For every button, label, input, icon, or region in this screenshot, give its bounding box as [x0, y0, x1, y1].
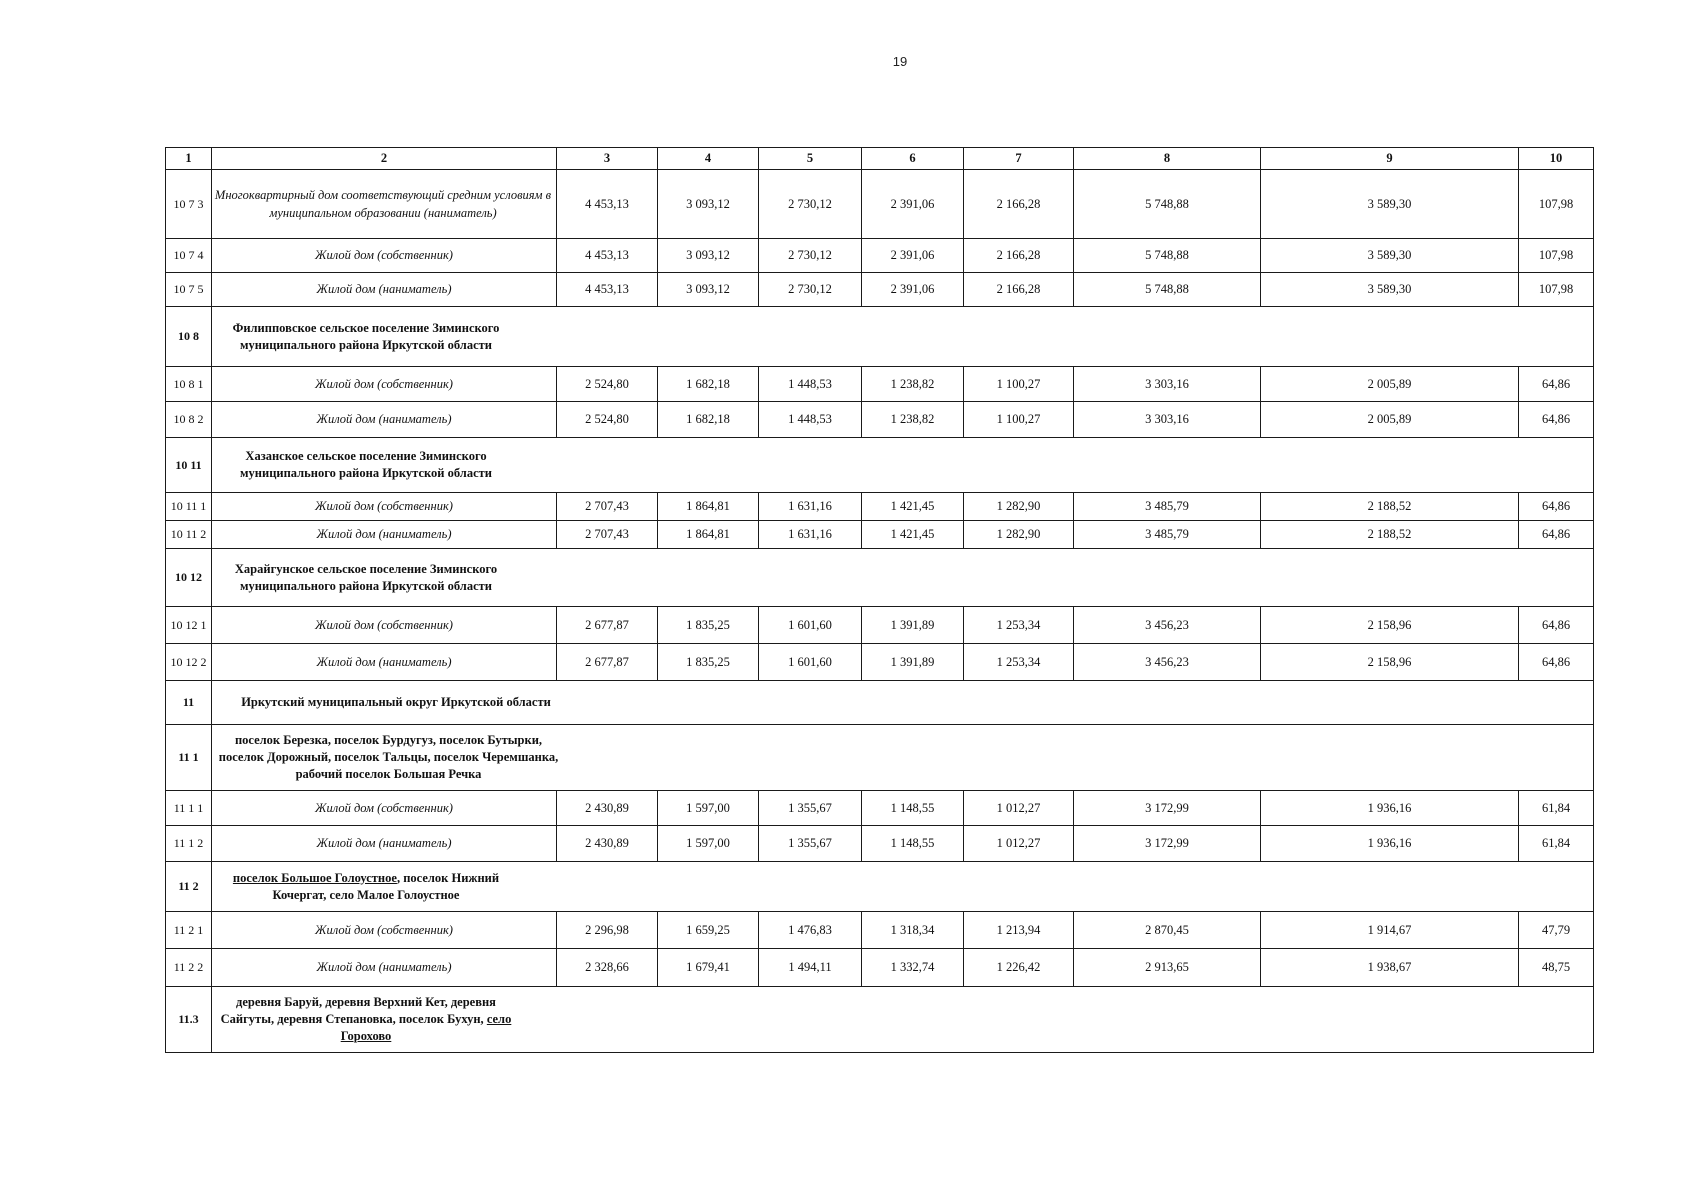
table-row — [166, 912, 1594, 949]
value-cell: 2 524,80 — [557, 402, 658, 438]
tariff-table — [165, 147, 1594, 1053]
value-cell: 2 870,45 — [1074, 912, 1261, 949]
row-code: 10 12 1 — [166, 607, 212, 644]
value-cell: 1 148,55 — [862, 826, 964, 862]
value-cell: 1 253,34 — [964, 607, 1074, 644]
header-cell: 3 — [557, 148, 658, 170]
value-cell: 2 005,89 — [1261, 367, 1519, 402]
table-row — [166, 273, 1594, 307]
row-name: Жилой дом (собственник) — [212, 367, 557, 402]
value-cell: 1 238,82 — [862, 402, 964, 438]
row-name: Жилой дом (наниматель) — [212, 826, 557, 862]
value-cell: 64,86 — [1519, 607, 1594, 644]
value-cell: 5 748,88 — [1074, 170, 1261, 239]
row-code: 11 2 — [166, 862, 212, 912]
group-row — [166, 862, 1594, 912]
group-title — [212, 862, 1594, 912]
value-cell: 1 148,55 — [862, 791, 964, 826]
group-title — [212, 987, 1594, 1053]
group-row — [166, 438, 1594, 493]
value-cell: 2 188,52 — [1261, 493, 1519, 521]
value-cell: 1 494,11 — [759, 949, 862, 987]
header-cell: 9 — [1261, 148, 1519, 170]
value-cell: 2 677,87 — [557, 607, 658, 644]
value-cell: 1 332,74 — [862, 949, 964, 987]
table-row — [166, 607, 1594, 644]
group-title-underlined: поселок Большое Голоустное — [232, 870, 397, 885]
value-cell: 1 226,42 — [964, 949, 1074, 987]
value-cell: 3 172,99 — [1074, 791, 1261, 826]
row-code: 10 11 1 — [166, 493, 212, 521]
header-cell: 6 — [862, 148, 964, 170]
table-row — [166, 826, 1594, 862]
value-cell: 1 391,89 — [862, 644, 964, 681]
group-title-text: поселок Березка, поселок Бурдугуз, поселок Бутырки, поселок Дорожный, поселок Тальцы, поселок Черемшанка, рабочий поселок Большая Речка — [218, 733, 559, 781]
value-cell: 2 707,43 — [557, 521, 658, 549]
value-cell: 1 391,89 — [862, 607, 964, 644]
value-cell: 2 430,89 — [557, 826, 658, 862]
value-cell: 2 166,28 — [964, 239, 1074, 273]
table-row — [166, 493, 1594, 521]
group-title-text: Харайгунское сельское поселение Зиминского муниципального района Иркутской области — [234, 561, 498, 593]
value-cell: 64,86 — [1519, 521, 1594, 549]
value-cell: 2 524,80 — [557, 367, 658, 402]
table-row — [166, 367, 1594, 402]
row-code: 11 — [166, 681, 212, 725]
row-code: 10 7 4 — [166, 239, 212, 273]
value-cell: 1 631,16 — [759, 493, 862, 521]
value-cell: 2 730,12 — [759, 273, 862, 307]
value-cell: 1 421,45 — [862, 493, 964, 521]
value-cell: 1 659,25 — [658, 912, 759, 949]
value-cell: 2 188,52 — [1261, 521, 1519, 549]
value-cell: 1 012,27 — [964, 826, 1074, 862]
value-cell: 1 012,27 — [964, 791, 1074, 826]
row-code: 11 1 — [166, 725, 212, 791]
value-cell: 3 485,79 — [1074, 521, 1261, 549]
value-cell: 61,84 — [1519, 826, 1594, 862]
table-row — [166, 791, 1594, 826]
value-cell: 1 100,27 — [964, 402, 1074, 438]
value-cell: 1 936,16 — [1261, 791, 1519, 826]
row-code: 11.3 — [166, 987, 212, 1053]
value-cell: 1 936,16 — [1261, 826, 1519, 862]
row-name: Жилой дом (собственник) — [212, 791, 557, 826]
value-cell: 1 601,60 — [759, 644, 862, 681]
value-cell: 5 748,88 — [1074, 239, 1261, 273]
group-title-text: деревня Баруй, деревня Верхний Кет, деревня Сайгуты, деревня Степановка, поселок Бухун, — [220, 995, 496, 1026]
group-title — [212, 549, 1594, 607]
value-cell: 64,86 — [1519, 493, 1594, 521]
value-cell: 2 296,98 — [557, 912, 658, 949]
value-cell: 64,86 — [1519, 402, 1594, 438]
value-cell: 2 166,28 — [964, 273, 1074, 307]
group-row — [166, 987, 1594, 1053]
group-title-text: Хазанское сельское поселение Зиминского муниципального района Иркутской области — [240, 449, 492, 480]
value-cell: 2 707,43 — [557, 493, 658, 521]
value-cell: 2 391,06 — [862, 239, 964, 273]
header-cell: 7 — [964, 148, 1074, 170]
value-cell: 2 391,06 — [862, 273, 964, 307]
value-cell: 1 318,34 — [862, 912, 964, 949]
value-cell: 1 938,67 — [1261, 949, 1519, 987]
value-cell: 2 730,12 — [759, 170, 862, 239]
group-title-text: Иркутский муниципальный округ Иркутской области — [241, 695, 551, 709]
value-cell: 3 093,12 — [658, 273, 759, 307]
value-cell: 1 213,94 — [964, 912, 1074, 949]
value-cell: 2 328,66 — [557, 949, 658, 987]
table-row — [166, 239, 1594, 273]
value-cell: 1 238,82 — [862, 367, 964, 402]
header-cell: 1 — [166, 148, 212, 170]
row-code: 10 11 2 — [166, 521, 212, 549]
row-code: 11 1 2 — [166, 826, 212, 862]
value-cell: 1 421,45 — [862, 521, 964, 549]
value-cell: 3 093,12 — [658, 239, 759, 273]
value-cell: 47,79 — [1519, 912, 1594, 949]
value-cell: 1 448,53 — [759, 367, 862, 402]
table-row — [166, 170, 1594, 239]
value-cell: 3 589,30 — [1261, 170, 1519, 239]
table-row — [166, 402, 1594, 438]
value-cell: 64,86 — [1519, 644, 1594, 681]
group-title — [212, 725, 1594, 791]
header-row — [166, 148, 1594, 170]
value-cell: 1 864,81 — [658, 493, 759, 521]
value-cell: 1 682,18 — [658, 367, 759, 402]
value-cell: 64,86 — [1519, 367, 1594, 402]
value-cell: 1 597,00 — [658, 791, 759, 826]
group-row — [166, 681, 1594, 725]
value-cell: 5 748,88 — [1074, 273, 1261, 307]
row-name: Жилой дом (наниматель) — [212, 402, 557, 438]
value-cell: 2 913,65 — [1074, 949, 1261, 987]
value-cell: 1 682,18 — [658, 402, 759, 438]
value-cell: 1 448,53 — [759, 402, 862, 438]
value-cell: 3 303,16 — [1074, 367, 1261, 402]
row-code: 10 12 2 — [166, 644, 212, 681]
row-code: 10 7 3 — [166, 170, 212, 239]
header-cell: 2 — [212, 148, 557, 170]
value-cell: 2 730,12 — [759, 239, 862, 273]
value-cell: 107,98 — [1519, 239, 1594, 273]
row-name: Жилой дом (собственник) — [212, 493, 557, 521]
row-name: Жилой дом (наниматель) — [212, 521, 557, 549]
row-name: Жилой дом (наниматель) — [212, 273, 557, 307]
header-cell: 5 — [759, 148, 862, 170]
header-cell: 8 — [1074, 148, 1261, 170]
value-cell: 1 355,67 — [759, 826, 862, 862]
value-cell: 3 093,12 — [658, 170, 759, 239]
value-cell: 61,84 — [1519, 791, 1594, 826]
value-cell: 4 453,13 — [557, 170, 658, 239]
value-cell: 3 485,79 — [1074, 493, 1261, 521]
value-cell: 107,98 — [1519, 273, 1594, 307]
value-cell: 1 679,41 — [658, 949, 759, 987]
value-cell: 2 166,28 — [964, 170, 1074, 239]
value-cell: 1 355,67 — [759, 791, 862, 826]
group-row — [166, 307, 1594, 367]
group-title — [212, 438, 1594, 493]
table-row — [166, 644, 1594, 681]
value-cell: 1 835,25 — [658, 607, 759, 644]
row-code: 10 12 — [166, 549, 212, 607]
value-cell: 1 100,27 — [964, 367, 1074, 402]
row-code: 10 8 — [166, 307, 212, 367]
value-cell: 48,75 — [1519, 949, 1594, 987]
value-cell: 1 601,60 — [759, 607, 862, 644]
group-row — [166, 725, 1594, 791]
value-cell: 2 430,89 — [557, 791, 658, 826]
table-row — [166, 949, 1594, 987]
row-name: Жилой дом (собственник) — [212, 607, 557, 644]
group-title-underlined: село Горохово — [340, 1012, 512, 1043]
row-code: 11 2 2 — [166, 949, 212, 987]
group-title-text: Филипповское сельское поселение Зиминского муниципального района Иркутской области — [232, 320, 500, 352]
table-row — [166, 521, 1594, 549]
value-cell: 3 589,30 — [1261, 239, 1519, 273]
value-cell: 3 589,30 — [1261, 273, 1519, 307]
value-cell: 4 453,13 — [557, 239, 658, 273]
value-cell: 2 158,96 — [1261, 607, 1519, 644]
value-cell: 1 835,25 — [658, 644, 759, 681]
header-cell: 10 — [1519, 148, 1594, 170]
value-cell: 2 391,06 — [862, 170, 964, 239]
value-cell: 2 677,87 — [557, 644, 658, 681]
value-cell: 3 303,16 — [1074, 402, 1261, 438]
value-cell: 3 172,99 — [1074, 826, 1261, 862]
group-title-text: , поселок Нижний Кочергат, село Малое Голоустное — [272, 870, 500, 902]
row-name: Жилой дом (наниматель) — [212, 644, 557, 681]
value-cell: 1 253,34 — [964, 644, 1074, 681]
value-cell: 1 282,90 — [964, 493, 1074, 521]
row-name: Жилой дом (собственник) — [212, 912, 557, 949]
group-title — [212, 681, 1594, 725]
value-cell: 3 456,23 — [1074, 607, 1261, 644]
row-code: 10 7 5 — [166, 273, 212, 307]
row-name: Многоквартирный дом соответствующий средним условиям в муниципальном образовании (наниматель) — [212, 170, 557, 239]
row-code: 11 1 1 — [166, 791, 212, 826]
value-cell: 2 158,96 — [1261, 644, 1519, 681]
value-cell: 1 597,00 — [658, 826, 759, 862]
value-cell: 1 631,16 — [759, 521, 862, 549]
value-cell: 2 005,89 — [1261, 402, 1519, 438]
row-name: Жилой дом (собственник) — [212, 239, 557, 273]
value-cell: 1 914,67 — [1261, 912, 1519, 949]
header-cell: 4 — [658, 148, 759, 170]
value-cell: 4 453,13 — [557, 273, 658, 307]
row-code: 10 8 1 — [166, 367, 212, 402]
row-code: 11 2 1 — [166, 912, 212, 949]
row-code: 10 8 2 — [166, 402, 212, 438]
page-number: 19 — [892, 54, 908, 69]
row-name: Жилой дом (наниматель) — [212, 949, 557, 987]
group-row — [166, 549, 1594, 607]
group-title — [212, 307, 1594, 367]
value-cell: 107,98 — [1519, 170, 1594, 239]
value-cell: 1 282,90 — [964, 521, 1074, 549]
row-code: 10 11 — [166, 438, 212, 493]
value-cell: 1 476,83 — [759, 912, 862, 949]
value-cell: 3 456,23 — [1074, 644, 1261, 681]
value-cell: 1 864,81 — [658, 521, 759, 549]
